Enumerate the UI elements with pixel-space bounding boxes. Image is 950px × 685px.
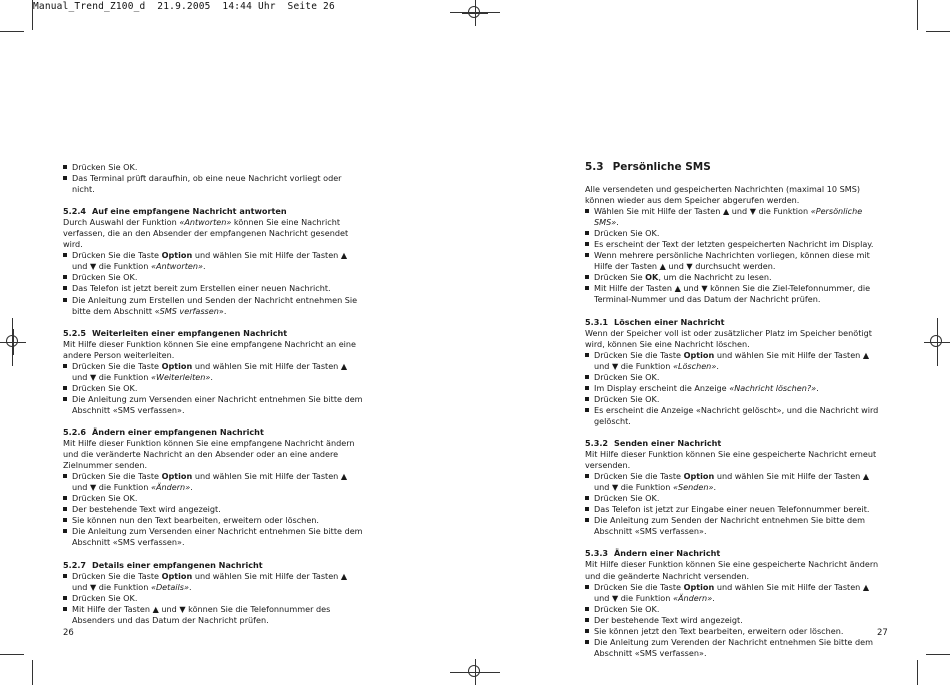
paragraph: Alle versendeten und gespeicherten Nachrichten (maximal 10 SMS) können wieder aus dem Speicher abgerufen werden. <box>585 184 860 206</box>
registration-line-right <box>937 318 938 366</box>
page-number-right: 27 <box>877 628 888 638</box>
page-number-left: 26 <box>63 628 74 638</box>
section-heading: 5.3.2 Senden einer Nachricht <box>585 437 722 448</box>
list-item: Der bestehende Text wird angezeigt. <box>63 504 363 515</box>
list-item: Drücken Sie OK. <box>585 228 885 239</box>
registration-line-left <box>12 318 13 366</box>
list-item: Drücken Sie OK. <box>63 383 363 394</box>
list-item: Drücken Sie OK. <box>585 372 885 383</box>
list-item: Drücken Sie OK. <box>63 272 363 283</box>
list-item: Der bestehende Text wird angezeigt. <box>585 615 885 626</box>
crop-mark-bottom-right-h <box>926 654 950 655</box>
list-item: Die Anleitung zum Versenden einer Nachricht entnehmen Sie bitte dem Abschnitt «SMS verfassen». <box>63 526 363 548</box>
chapter-heading: 5.3 Persönliche SMS <box>585 161 711 173</box>
crop-mark-top-left-h <box>0 31 24 32</box>
list-item: Mit Hilfe der Tasten ▲ und ▼ können Sie die Telefonnummer des Absenders und das Datum der Nachricht prüfen. <box>63 604 363 626</box>
list-item: Drücken Sie OK. <box>585 394 885 405</box>
list-item: Drücken Sie OK. <box>585 604 885 615</box>
list-item: Drücken Sie die Taste Option und wählen Sie mit Hilfe der Tasten ▲ und ▼ die Funktion «Senden». <box>585 471 885 493</box>
section-heading: 5.2.7 Details einer empfangenen Nachricht <box>63 559 263 570</box>
crop-mark-bottom-right-v <box>917 660 918 685</box>
list-item: Sie können jetzt den Text bearbeiten, erweitern oder löschen. <box>585 626 885 637</box>
list-item: Wenn mehrere persönliche Nachrichten vorliegen, können diese mit Hilfe der Tasten ▲ und ▼ durchsucht werden. <box>585 250 885 272</box>
list-item: Die Anleitung zum Erstellen und Senden der Nachricht entnehmen Sie bitte dem Abschnitt «SMS verfassen». <box>63 295 363 317</box>
instruction-list <box>585 582 885 659</box>
registration-mark-left <box>0 329 26 355</box>
list-item: Die Anleitung zum Versenden einer Nachricht entnehmen Sie bitte dem Abschnitt «SMS verfassen». <box>63 394 363 416</box>
list-item: Drücken Sie die Taste Option und wählen Sie mit Hilfe der Tasten ▲ und ▼ die Funktion «Details». <box>63 571 363 593</box>
instruction-list <box>63 250 363 316</box>
crop-mark-top-right-v <box>917 0 918 30</box>
left-page-column <box>63 162 363 626</box>
crop-mark-top-left-v <box>32 0 33 30</box>
instruction-list <box>63 471 363 548</box>
list-item: Drücken Sie die Taste Option und wählen Sie mit Hilfe der Tasten ▲ und ▼ die Funktion «Ändern». <box>63 471 363 493</box>
list-item: Es erscheint der Text der letzten gespeicherten Nachricht im Display. <box>585 239 885 250</box>
instruction-list <box>63 361 363 416</box>
list-item: Mit Hilfe der Tasten ▲ und ▼ können Sie die Ziel-Telefonnummer, die Terminal-Nummer und das Datum der Nachricht prüfen. <box>585 283 885 305</box>
crop-mark-bottom-left-h <box>0 654 24 655</box>
intro-list <box>63 162 363 195</box>
instruction-list <box>585 471 885 537</box>
list-item: Die Anleitung zum Verenden der Nachricht entnehmen Sie bitte dem Abschnitt «SMS verfassen». <box>585 637 885 659</box>
paragraph: Mit Hilfe dieser Funktion können Sie eine gespeicherte Nachricht ändern und die geänderte Nachricht versenden. <box>585 559 879 581</box>
paragraph: Mit Hilfe dieser Funktion können Sie eine empfangene Nachricht an eine andere Person weiterleiten. <box>63 338 357 360</box>
registration-mark-bottom <box>462 659 488 685</box>
section-heading: 5.2.4 Auf eine empfangene Nachricht antworten <box>63 206 287 217</box>
registration-mark-top <box>462 0 488 26</box>
paragraph: Durch Auswahl der Funktion «Antworten» können Sie eine Nachricht verfassen, die an den Absender der empfangenen Nachricht gesendet wird. <box>63 217 349 250</box>
crop-mark-bottom-left-v <box>32 660 33 685</box>
list-item: Drücken Sie die Taste Option und wählen Sie mit Hilfe der Tasten ▲ und ▼ die Funktion «Löschen». <box>585 350 885 372</box>
instruction-list <box>585 206 885 305</box>
section-heading: 5.2.5 Weiterleiten einer empfangenen Nachricht <box>63 327 288 338</box>
list-item: Das Telefon ist jetzt zur Eingabe einer neuen Telefonnummer bereit. <box>585 504 885 515</box>
list-item: Das Terminal prüft daraufhin, ob eine neue Nachricht vorliegt oder nicht. <box>63 173 363 195</box>
instruction-list <box>585 350 885 427</box>
list-item: Drücken Sie die Taste Option und wählen Sie mit Hilfe der Tasten ▲ und ▼ die Funktion «Antworten». <box>63 250 363 272</box>
list-item: Sie können nun den Text bearbeiten, erweitern oder löschen. <box>63 515 363 526</box>
right-page-column <box>585 184 885 659</box>
list-item: Drücken Sie OK. <box>63 493 363 504</box>
section-heading: 5.3.3 Ändern einer Nachricht <box>585 548 721 559</box>
list-item: Drücken Sie OK. <box>585 493 885 504</box>
section-heading: 5.3.1 Löschen einer Nachricht <box>585 316 725 327</box>
print-slug: Manual_Trend_Z100_d 21.9.2005 14:44 Uhr Seite 26 <box>33 1 335 12</box>
list-item: Das Telefon ist jetzt bereit zum Erstellen einer neuen Nachricht. <box>63 283 363 294</box>
crop-mark-top-right-h <box>926 31 950 32</box>
list-item: Drücken Sie die Taste Option und wählen Sie mit Hilfe der Tasten ▲ und ▼ die Funktion «Weiterleiten». <box>63 361 363 383</box>
list-item: Drücken Sie OK, um die Nachricht zu lesen. <box>585 272 885 283</box>
section-heading: 5.2.6 Ändern einer empfangenen Nachricht <box>63 426 264 437</box>
list-item: Die Anleitung zum Senden der Nachricht entnehmen Sie bitte dem Abschnitt «SMS verfassen». <box>585 515 885 537</box>
paragraph: Mit Hilfe dieser Funktion können Sie eine gespeicherte Nachricht erneut versenden. <box>585 449 877 471</box>
paragraph: Mit Hilfe dieser Funktion können Sie eine empfangene Nachricht ändern und die veränderte Nachricht an den Absender oder an eine andere Zielnummer senden. <box>63 438 355 471</box>
list-item: Drücken Sie die Taste Option und wählen Sie mit Hilfe der Tasten ▲ und ▼ die Funktion «Ändern». <box>585 582 885 604</box>
paragraph: Wenn der Speicher voll ist oder zusätzlicher Platz im Speicher benötigt wird, können Sie eine Nachricht löschen. <box>585 327 872 349</box>
list-item: Drücken Sie OK. <box>63 162 363 173</box>
list-item: Drücken Sie OK. <box>63 593 363 604</box>
instruction-list <box>63 571 363 626</box>
list-item: Im Display erscheint die Anzeige «Nachricht löschen?». <box>585 383 885 394</box>
list-item: Wählen Sie mit Hilfe der Tasten ▲ und ▼ die Funktion «Persönliche SMS». <box>585 206 885 228</box>
list-item: Es erscheint die Anzeige «Nachricht gelöscht», und die Nachricht wird gelöscht. <box>585 405 885 427</box>
